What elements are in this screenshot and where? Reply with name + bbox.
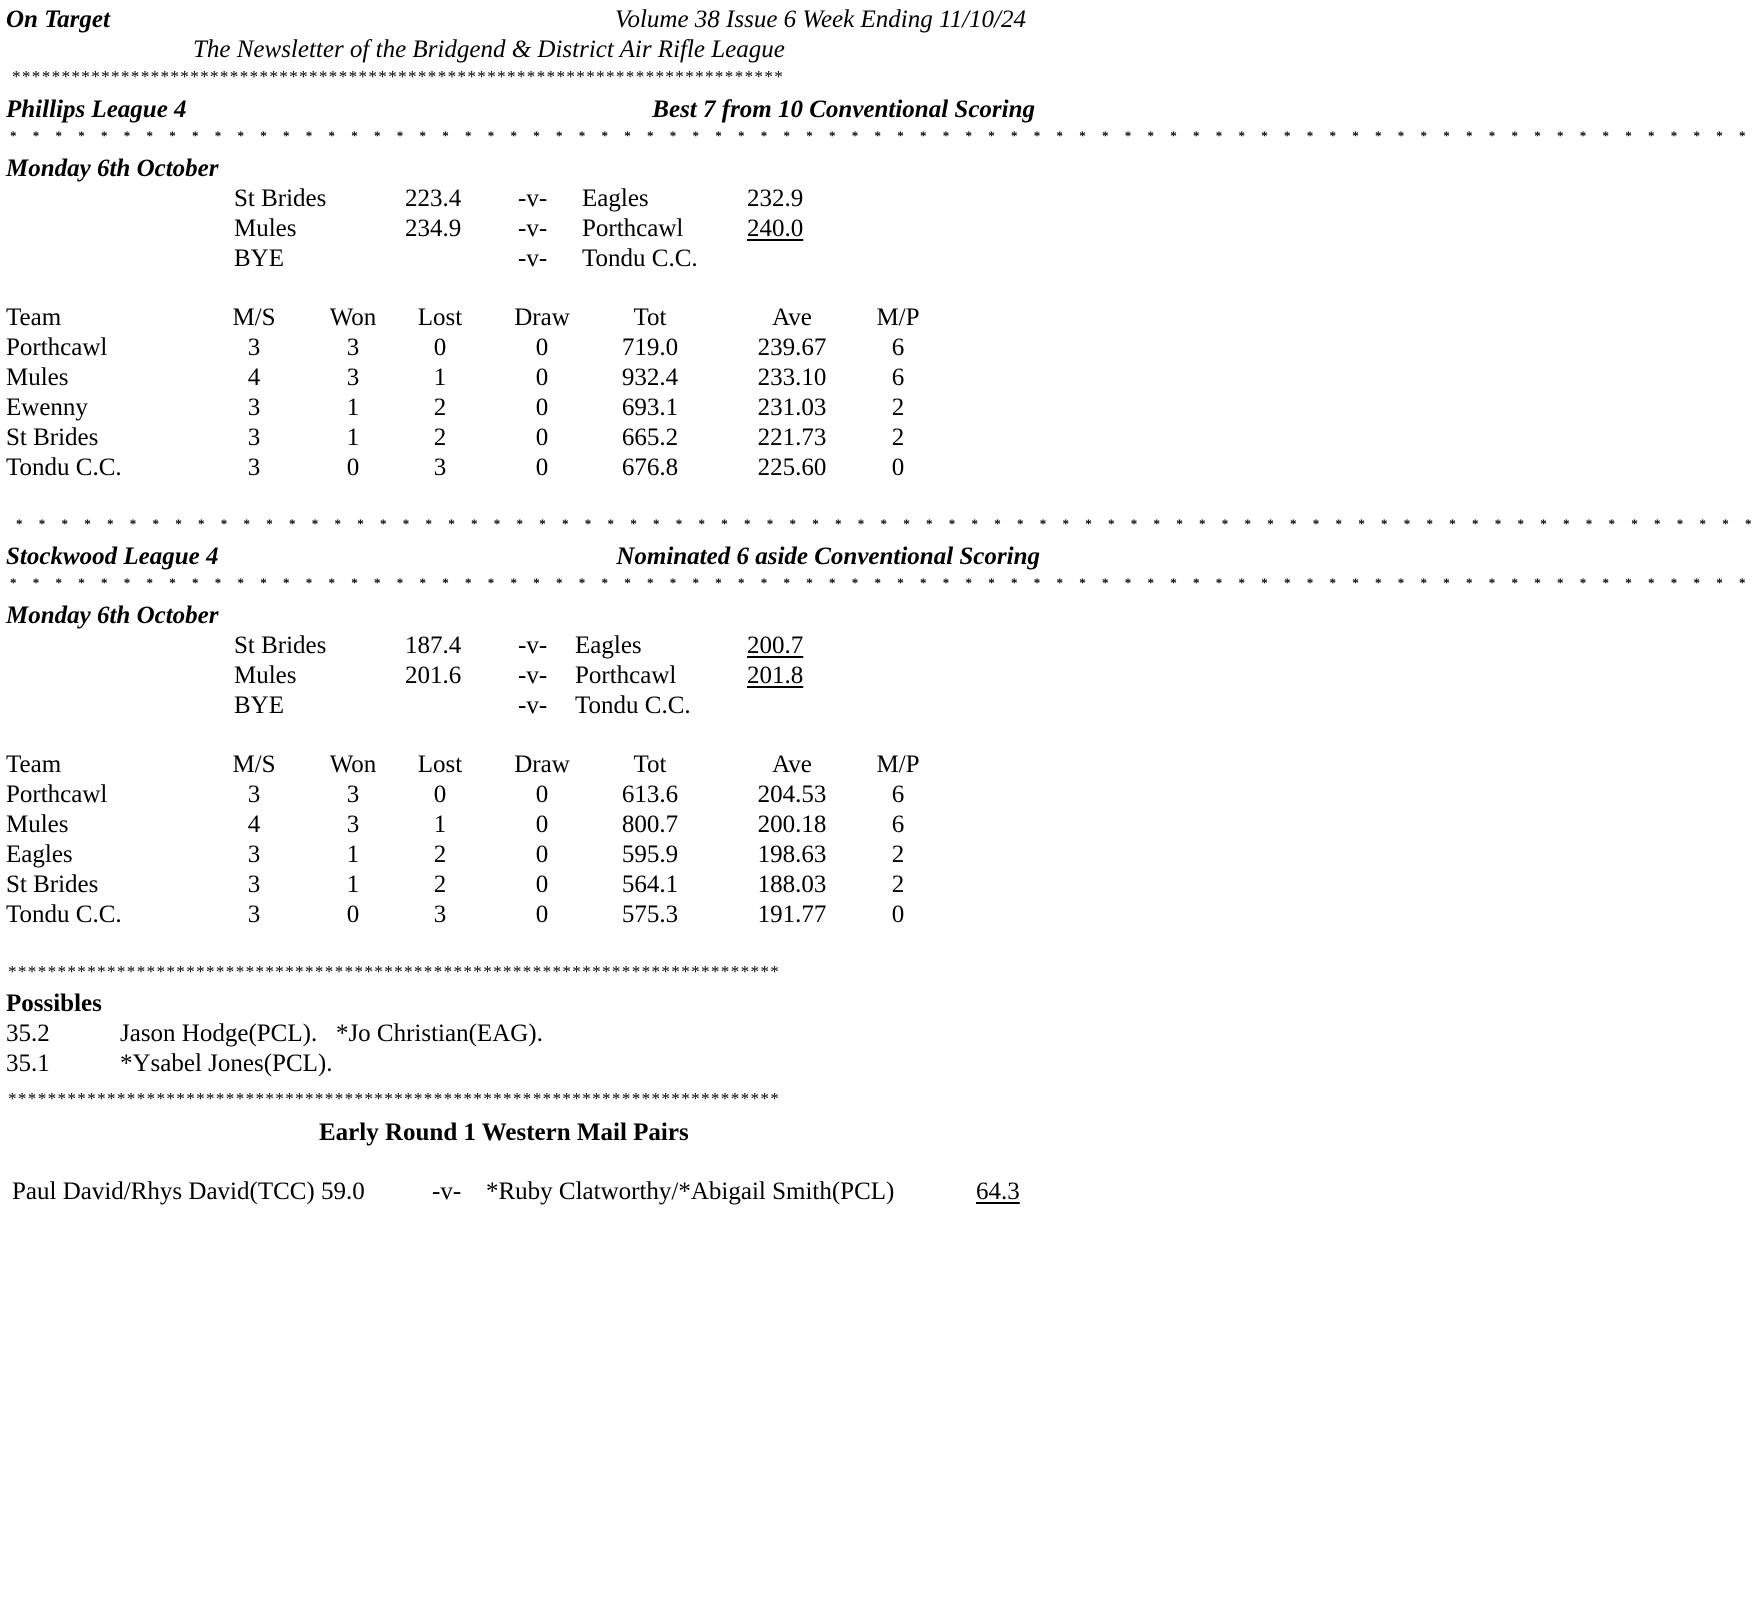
separator: * * * * * * * * * * * * * * * * * * * * * * * * * * * * * * * * * * * * * * * * * * * * * * * * * * * * * * * * * * * * * * * * * * * * * * * * * * * * * — [10, 575, 1752, 590]
cell-ave: 233.10 — [757, 364, 827, 391]
column-header-won: Won — [329, 304, 377, 331]
separator: ****************************************************************************** — [12, 67, 785, 86]
cell-ave: 198.63 — [757, 841, 827, 868]
cell-won: 0 — [346, 454, 360, 481]
cell-mp: 2 — [891, 424, 905, 451]
pairs-title: Early Round 1 Western Mail Pairs — [319, 1119, 689, 1146]
cell-ave: 200.18 — [757, 811, 827, 838]
cell-won: 1 — [346, 424, 360, 451]
issue-info: Volume 38 Issue 6 Week Ending 11/10/24 — [614, 6, 1026, 33]
cell-tot: 932.4 — [621, 364, 679, 391]
cell-tot: 575.3 — [621, 901, 679, 928]
cell-lost: 1 — [433, 364, 447, 391]
cell-lost: 0 — [433, 334, 447, 361]
separator: ****************************************************************************** — [8, 1089, 781, 1108]
cell-team: Tondu C.C. — [6, 901, 122, 928]
match-date: Monday 6th October — [6, 602, 219, 629]
cell-draw: 0 — [535, 424, 549, 451]
column-header-ms: M/S — [232, 304, 276, 331]
pairs-away: *Ruby Clatworthy/*Abigail Smith(PCL) — [486, 1178, 895, 1205]
versus: -v- — [518, 185, 548, 212]
cell-ms: 3 — [247, 841, 261, 868]
home-score: 223.4 — [405, 185, 462, 212]
home-score: 234.9 — [405, 215, 462, 242]
away-score: 232.9 — [747, 185, 804, 212]
league-format: Best 7 from 10 Conventional Scoring — [652, 96, 1035, 123]
separator: * * * * * * * * * * * * * * * * * * * * * * * * * * * * * * * * * * * * * * * * * * * * * * * * * * * * * * * * * * * * * * * * * * * * * * * * * * * * * — [10, 128, 1752, 143]
column-header-tot: Tot — [633, 751, 667, 778]
possible-names: Jason Hodge(PCL). *Jo Christian(EAG). — [120, 1020, 543, 1047]
cell-mp: 6 — [891, 364, 905, 391]
cell-lost: 1 — [433, 811, 447, 838]
match-date: Monday 6th October — [6, 155, 219, 182]
pairs-away-score-winner: 64.3 — [976, 1178, 1020, 1205]
cell-ms: 3 — [247, 454, 261, 481]
cell-mp: 6 — [891, 334, 905, 361]
column-header-mp: M/P — [876, 751, 920, 778]
cell-ave: 225.60 — [757, 454, 827, 481]
cell-ave: 221.73 — [757, 424, 827, 451]
column-header-lost: Lost — [417, 304, 463, 331]
cell-team: St Brides — [6, 424, 99, 451]
cell-lost: 2 — [433, 394, 447, 421]
cell-ave: 204.53 — [757, 781, 827, 808]
cell-mp: 6 — [891, 811, 905, 838]
cell-mp: 2 — [891, 394, 905, 421]
cell-draw: 0 — [535, 871, 549, 898]
home-team: St Brides — [234, 632, 327, 659]
cell-lost: 3 — [433, 901, 447, 928]
home-team: St Brides — [234, 185, 327, 212]
home-score: 201.6 — [405, 662, 462, 689]
cell-ms: 4 — [247, 811, 261, 838]
cell-ms: 3 — [247, 901, 261, 928]
cell-mp: 6 — [891, 781, 905, 808]
cell-team: Eagles — [6, 841, 73, 868]
cell-won: 1 — [346, 841, 360, 868]
separator: * * * * * * * * * * * * * * * * * * * * * * * * * * * * * * * * * * * * * * * * * * * * * * * * * * * * * * * * * * * * * * * * * * * * * * * * * * * * * — [16, 516, 1758, 531]
cell-ms: 3 — [247, 424, 261, 451]
cell-won: 3 — [346, 334, 360, 361]
home-team: BYE — [234, 692, 284, 719]
column-header-ms: M/S — [232, 751, 276, 778]
cell-draw: 0 — [535, 781, 549, 808]
cell-team: Tondu C.C. — [6, 454, 122, 481]
cell-ms: 3 — [247, 871, 261, 898]
cell-team: Mules — [6, 811, 69, 838]
cell-won: 3 — [346, 364, 360, 391]
cell-tot: 693.1 — [621, 394, 679, 421]
cell-team: Porthcawl — [6, 334, 108, 361]
home-team: Mules — [234, 215, 297, 242]
away-team: Eagles — [575, 632, 642, 659]
versus: -v- — [432, 1178, 462, 1205]
away-team: Eagles — [582, 185, 649, 212]
cell-draw: 0 — [535, 364, 549, 391]
cell-lost: 3 — [433, 454, 447, 481]
column-header-tot: Tot — [633, 304, 667, 331]
cell-draw: 0 — [535, 454, 549, 481]
home-team: Mules — [234, 662, 297, 689]
cell-won: 0 — [346, 901, 360, 928]
league-format: Nominated 6 aside Conventional Scoring — [616, 543, 1040, 570]
away-score-winner: 200.7 — [747, 632, 804, 659]
versus: -v- — [518, 692, 548, 719]
cell-won: 3 — [346, 811, 360, 838]
cell-lost: 2 — [433, 424, 447, 451]
newsletter-subtitle: The Newsletter of the Bridgend & District Air Rifle League — [193, 36, 785, 63]
possible-score: 35.1 — [6, 1050, 50, 1077]
cell-team: St Brides — [6, 871, 99, 898]
cell-draw: 0 — [535, 334, 549, 361]
cell-ms: 4 — [247, 364, 261, 391]
column-header-ave: Ave — [772, 304, 812, 331]
cell-ave: 188.03 — [757, 871, 827, 898]
separator: ****************************************************************************** — [8, 962, 781, 981]
away-team: Porthcawl — [575, 662, 677, 689]
cell-tot: 719.0 — [621, 334, 679, 361]
cell-team: Porthcawl — [6, 781, 108, 808]
versus: -v- — [518, 215, 548, 242]
newsletter-title: On Target — [6, 6, 110, 33]
cell-draw: 0 — [535, 811, 549, 838]
column-header-team: Team — [6, 304, 62, 331]
cell-won: 3 — [346, 781, 360, 808]
away-team: Tondu C.C. — [575, 692, 691, 719]
column-header-team: Team — [6, 751, 62, 778]
cell-tot: 613.6 — [621, 781, 679, 808]
column-header-mp: M/P — [876, 304, 920, 331]
cell-ave: 239.67 — [757, 334, 827, 361]
league-name: Stockwood League 4 — [6, 543, 219, 570]
possible-score: 35.2 — [6, 1020, 50, 1047]
column-header-ave: Ave — [772, 751, 812, 778]
away-team: Porthcawl — [582, 215, 684, 242]
away-score-winner: 201.8 — [747, 662, 804, 689]
possibles-title: Possibles — [6, 990, 102, 1017]
cell-team: Mules — [6, 364, 69, 391]
cell-mp: 2 — [891, 841, 905, 868]
cell-mp: 2 — [891, 871, 905, 898]
versus: -v- — [518, 632, 548, 659]
cell-tot: 665.2 — [621, 424, 679, 451]
cell-won: 1 — [346, 871, 360, 898]
cell-draw: 0 — [535, 394, 549, 421]
cell-tot: 564.1 — [621, 871, 679, 898]
cell-mp: 0 — [891, 454, 905, 481]
column-header-draw: Draw — [514, 304, 570, 331]
column-header-won: Won — [329, 751, 377, 778]
cell-ms: 3 — [247, 334, 261, 361]
versus: -v- — [518, 245, 548, 272]
column-header-draw: Draw — [514, 751, 570, 778]
cell-ave: 191.77 — [757, 901, 827, 928]
cell-draw: 0 — [535, 901, 549, 928]
cell-ave: 231.03 — [757, 394, 827, 421]
cell-mp: 0 — [891, 901, 905, 928]
cell-team: Ewenny — [6, 394, 88, 421]
cell-ms: 3 — [247, 394, 261, 421]
home-team: BYE — [234, 245, 284, 272]
away-team: Tondu C.C. — [582, 245, 698, 272]
pairs-home: Paul David/Rhys David(TCC) 59.0 — [12, 1178, 365, 1205]
away-score-winner: 240.0 — [747, 215, 804, 242]
cell-ms: 3 — [247, 781, 261, 808]
home-score: 187.4 — [405, 632, 462, 659]
column-header-lost: Lost — [417, 751, 463, 778]
possible-names: *Ysabel Jones(PCL). — [120, 1050, 333, 1077]
league-name: Phillips League 4 — [6, 96, 187, 123]
cell-draw: 0 — [535, 841, 549, 868]
cell-tot: 595.9 — [621, 841, 679, 868]
versus: -v- — [518, 662, 548, 689]
cell-tot: 676.8 — [621, 454, 679, 481]
cell-lost: 2 — [433, 841, 447, 868]
cell-won: 1 — [346, 394, 360, 421]
cell-lost: 2 — [433, 871, 447, 898]
cell-tot: 800.7 — [621, 811, 679, 838]
cell-lost: 0 — [433, 781, 447, 808]
